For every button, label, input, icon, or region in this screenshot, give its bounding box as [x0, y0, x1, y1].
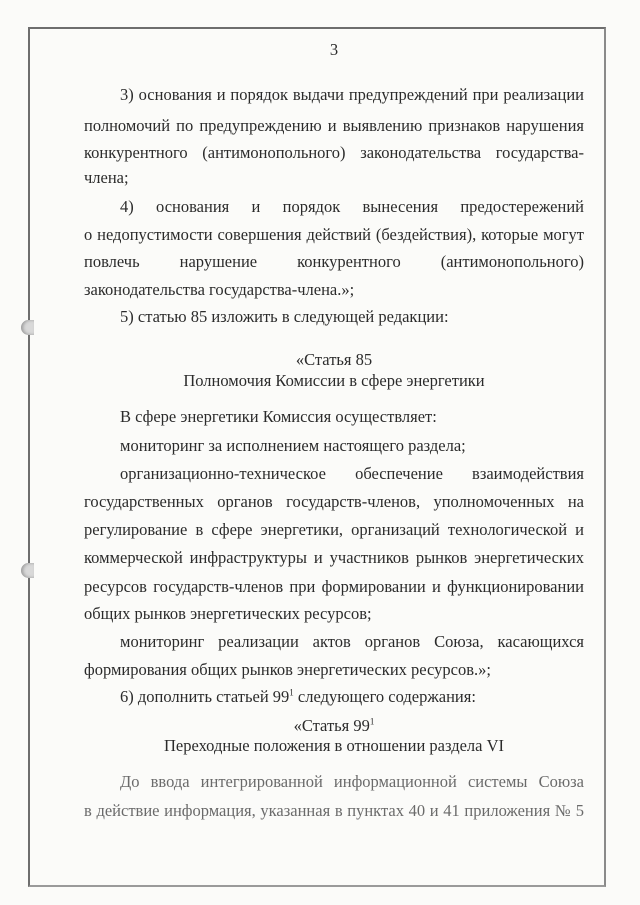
- paragraph-4-line-2: о недопустимости совершения действий (бездействия), которые могут: [84, 225, 584, 244]
- art85-line-7: ресурсов государств-членов при формировании и функционировании: [84, 577, 584, 596]
- article-99-sup: 1: [369, 716, 375, 727]
- article-85-title: «Статья 85: [295, 350, 373, 369]
- punch-hole-top: [21, 320, 34, 335]
- paragraph-5-line: 5) статью 85 изложить в следующей редакции:: [120, 307, 449, 326]
- article-99-heading: Переходные положения в отношении раздела VI: [163, 736, 505, 755]
- paragraph-6-sup: 1: [289, 687, 294, 698]
- art85-line-5: регулирование в сфере энергетики, организаций технологической и: [84, 520, 584, 539]
- paragraph-3-line-4: члена;: [84, 168, 129, 187]
- paragraph-4-line-1: 4) основания и порядок вынесения предостережений: [120, 197, 584, 216]
- paragraph-6-text-end: следующего содержания:: [293, 687, 476, 706]
- paragraph-4-line-4: законодательства государства-члена.»;: [84, 280, 355, 299]
- paragraph-3-line-3: конкурентного (антимонопольного) законодательства государства-: [84, 143, 584, 162]
- art99-line-2: в действие информация, указанная в пунктах 40 и 41 приложения № 5: [84, 801, 584, 820]
- art99-line-1: До ввода интегрированной информационной системы Союза: [120, 772, 584, 791]
- art85-line-6: коммерческой инфраструктуры и участников рынков энергетических: [84, 548, 584, 567]
- article-85-heading: Полномочия Комиссии в сфере энергетики: [183, 371, 485, 390]
- punch-hole-bottom: [21, 563, 34, 578]
- paragraph-3-line-2: полномочий по предупреждению и выявлению признаков нарушения: [84, 116, 584, 135]
- paragraph-6-text: 6) дополнить статьей 99: [120, 687, 290, 706]
- article-99-title: [84, 716, 584, 736]
- paragraph-4-line-3: повлечь нарушение конкурентного (антимонопольного): [84, 252, 584, 271]
- paragraph-6-line: [120, 687, 584, 707]
- article-99-title-text: «Статья 99: [293, 716, 370, 735]
- art85-line-9: мониторинг реализации актов органов Союза, касающихся: [120, 632, 584, 651]
- art85-line-3: организационно-техническое обеспечение взаимодействия: [120, 464, 584, 483]
- paragraph-3-line-1: 3) основания и порядок выдачи предупреждений при реализации: [120, 85, 584, 104]
- art85-line-2: мониторинг за исполнением настоящего раздела;: [120, 436, 466, 455]
- page-number: 3: [329, 40, 339, 59]
- art85-line-8: общих рынков энергетических ресурсов;: [84, 604, 372, 623]
- art85-line-10: формирования общих рынков энергетических ресурсов.»;: [84, 660, 491, 679]
- art85-line-1: В сфере энергетики Комиссия осуществляет:: [120, 407, 437, 426]
- art85-line-4: государственных органов государств-членов, уполномоченных на: [84, 492, 584, 511]
